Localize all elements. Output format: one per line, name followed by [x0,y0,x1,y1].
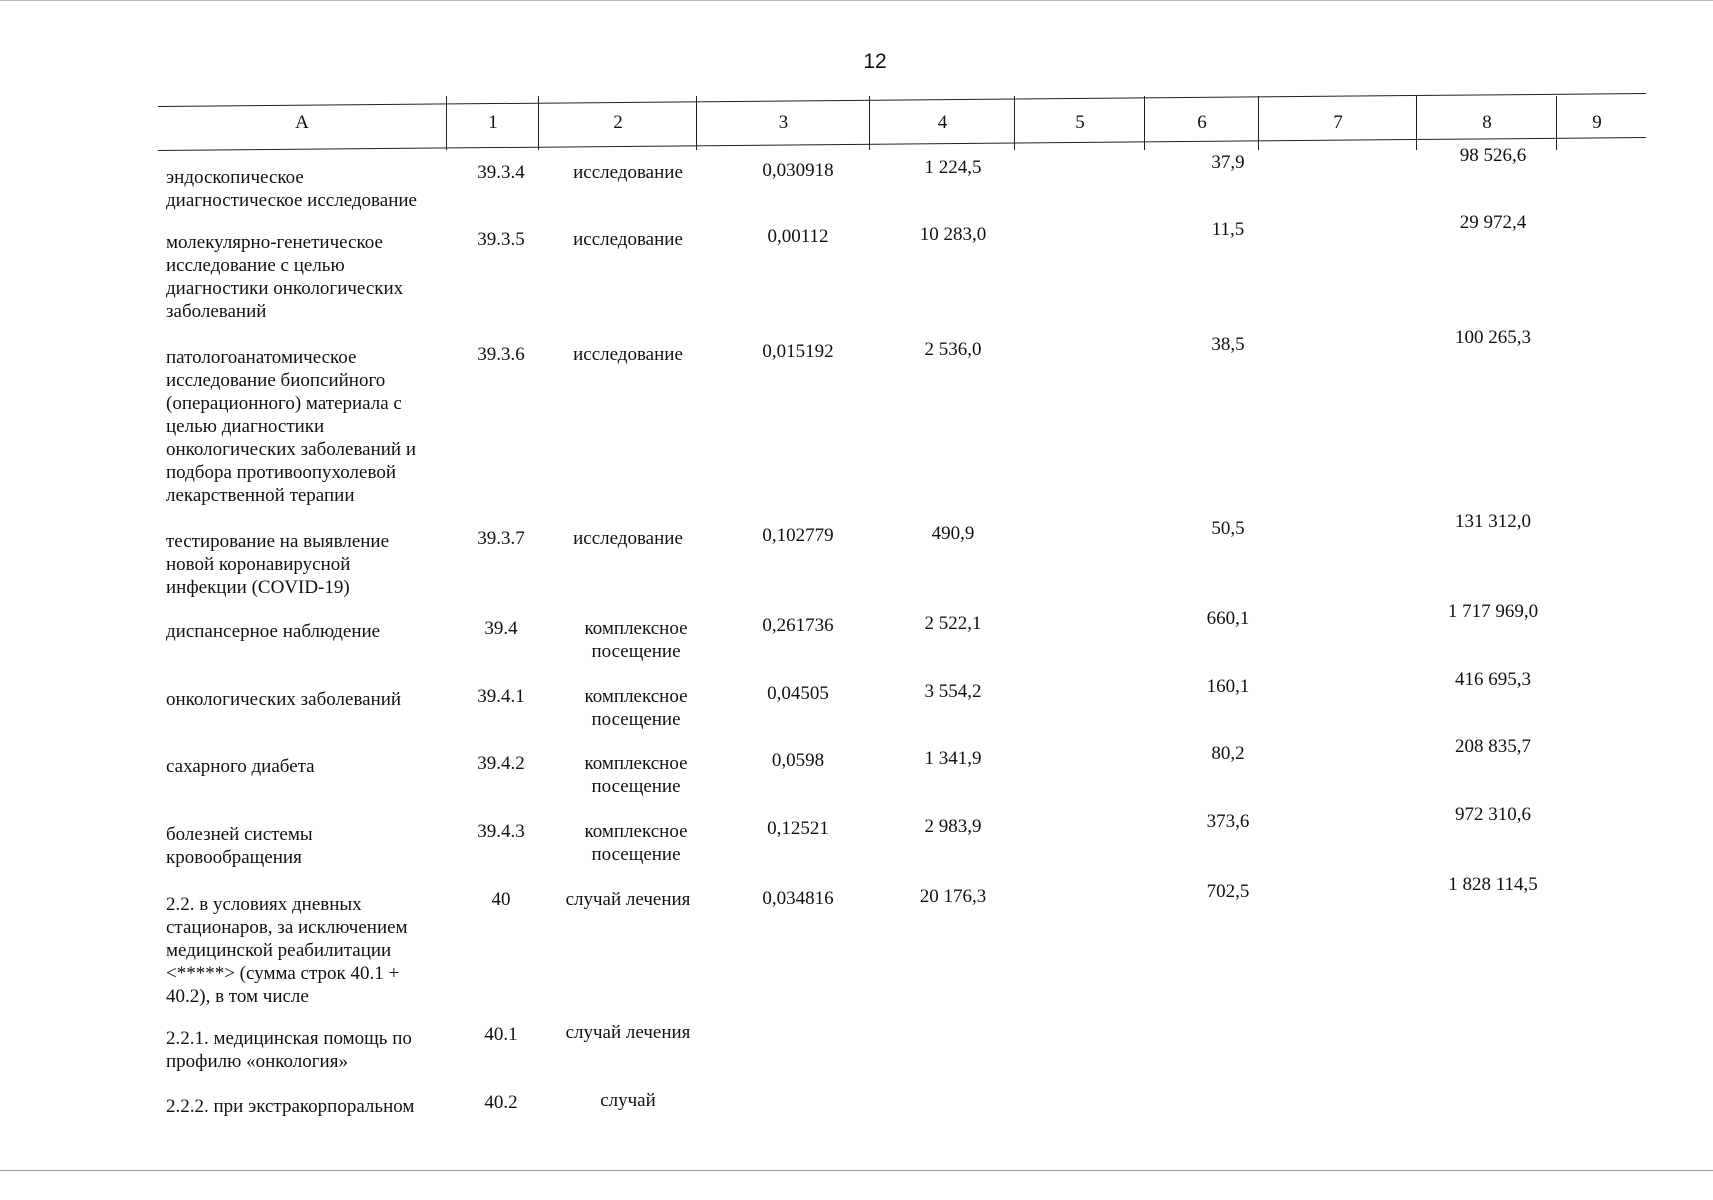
row-code: 39.3.5 [477,229,525,250]
row-code: 39.3.6 [477,344,525,365]
row-col-3: 0,030918 [762,160,834,181]
row-col-6: 373,6 [1206,811,1250,832]
row-name: тестирование на выявление новой коронавирусной инфекции (COVID-19) [166,531,390,598]
row-name: 2.2.1. медицинская помощь по профилю «онкология» [166,1028,412,1072]
row-code: 39.3.4 [477,162,525,183]
row-col-3: 0,12521 [767,818,829,839]
row-col-8: 29 972,4 [1459,212,1527,233]
row-col-3: 0,034816 [762,888,834,909]
row-col-4: 1 341,9 [924,748,982,769]
row-col-3: 0,261736 [762,615,834,636]
row-col-8: 98 526,6 [1459,145,1527,166]
header-col-7: 7 [1258,96,1417,150]
row-col-6: 160,1 [1206,676,1250,697]
header-col-5: 5 [1014,96,1145,150]
row-code: 39.4.1 [477,686,525,707]
scan-edge-bottom [0,1170,1713,1171]
row-col-4: 2 522,1 [924,613,982,634]
row-code: 40 [491,889,511,910]
page-number: 12 [863,50,887,73]
row-unit: комплексное посещение [584,618,688,662]
row-col-6: 38,5 [1211,334,1245,355]
row-unit: случай лечения [565,1022,691,1043]
row-col-6: 80,2 [1211,743,1245,764]
row-unit: случай лечения [565,889,691,910]
header-col-3: 3 [696,96,870,150]
row-name: молекулярно-генетическое исследование с целью диагностики онкологических заболеваний [166,232,404,322]
row-code: 39.4.3 [477,821,525,842]
row-name: патологоанатомическое исследование биопсийного (операционного) материала с целью диагностики онкологических заболеваний и подбора противоопухолевой лекарственной терапии [166,347,417,506]
row-col-6: 11,5 [1211,219,1245,240]
row-unit: исследование [573,162,683,183]
row-unit: случай [600,1090,656,1111]
row-name: 2.2.2. при экстракорпоральном [166,1096,415,1117]
row-col-4: 3 554,2 [924,681,982,702]
row-col-8: 208 835,7 [1455,736,1531,757]
row-col-6: 37,9 [1211,152,1245,173]
row-col-3: 0,015192 [762,341,834,362]
row-code: 39.4.2 [477,753,525,774]
row-code: 39.4 [484,618,518,639]
row-col-8: 972 310,6 [1455,804,1531,825]
row-code: 40.1 [484,1024,518,1045]
row-code: 40.2 [484,1092,518,1113]
row-name: онкологических заболеваний [166,689,402,710]
row-unit: исследование [573,344,683,365]
row-col-8: 1 717 969,0 [1447,601,1539,622]
row-unit: исследование [573,528,683,549]
row-col-4: 20 176,3 [919,886,987,907]
row-col-6: 50,5 [1211,518,1245,539]
row-col-4: 2 536,0 [924,339,982,360]
row-col-8: 100 265,3 [1455,327,1531,348]
row-unit: комплексное посещение [584,821,688,865]
header-col-1: 1 [446,96,539,150]
row-col-4: 1 224,5 [924,157,982,178]
header-col-2: 2 [538,96,697,150]
row-col-3: 0,102779 [762,525,834,546]
row-col-6: 660,1 [1206,608,1250,629]
row-unit: комплексное посещение [584,686,688,730]
row-name: эндоскопическое диагностическое исследование [166,167,417,211]
header-col-9: 9 [1556,96,1637,150]
row-col-8: 131 312,0 [1455,511,1531,532]
table-header [158,80,1646,148]
row-col-3: 0,00112 [767,226,829,247]
header-col-8: 8 [1416,96,1557,150]
row-col-4: 490,9 [931,523,975,544]
row-col-3: 0,0598 [771,750,825,771]
row-name: диспансерное наблюдение [166,621,381,642]
row-unit: комплексное посещение [584,753,688,797]
row-col-8: 416 695,3 [1455,669,1531,690]
row-col-3: 0,04505 [767,683,829,704]
row-name: болезней системы кровообращения [166,824,313,868]
row-col-8: 1 828 114,5 [1448,874,1538,895]
header-col-a: А [295,112,309,133]
row-col-4: 2 983,9 [924,816,982,837]
header-col-4: 4 [869,96,1015,150]
row-name: 2.2. в условиях дневных стационаров, за исключением медицинской реабилитации <*****> (сумма строк 40.1 + 40.2), в том числе [166,894,408,1007]
row-col-6: 702,5 [1206,881,1250,902]
row-name: сахарного диабета [166,756,315,777]
row-unit: исследование [573,229,683,250]
header-col-6: 6 [1144,96,1259,150]
row-col-4: 10 283,0 [919,224,987,245]
row-code: 39.3.7 [477,528,525,549]
scan-edge-top [0,0,1713,1]
